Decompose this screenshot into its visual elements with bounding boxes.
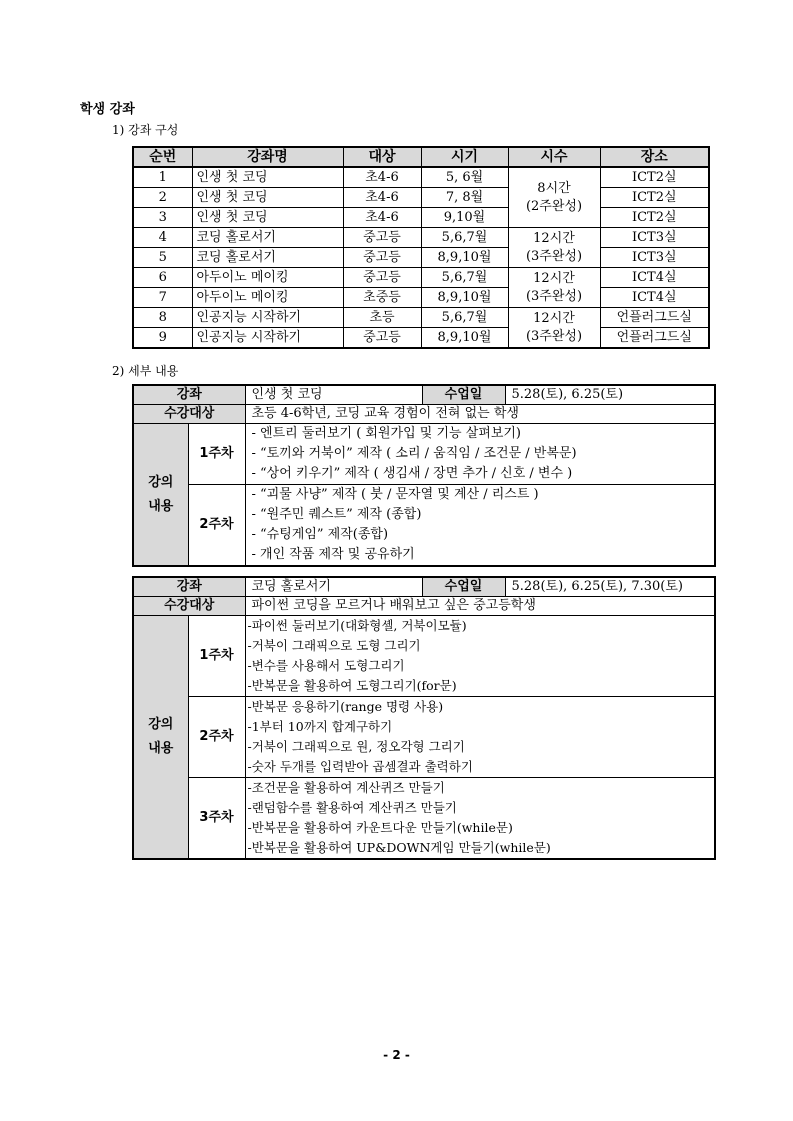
cell-no: 8 bbox=[133, 308, 192, 328]
cell-period: 7, 8월 bbox=[421, 188, 508, 208]
list-item: - “괴물 사냥” 제작 ( 붓 / 문자열 및 계산 / 리스트 ) bbox=[251, 487, 539, 502]
cell-period: 5,6,7월 bbox=[421, 308, 508, 328]
course-date: 5.28(토), 6.25(토), 7.30(토) bbox=[505, 577, 715, 597]
course-summary-table bbox=[132, 146, 710, 349]
list-item: - 개인 작품 제작 및 공유하기 bbox=[251, 547, 415, 562]
cell-name: 인생 첫 코딩 bbox=[192, 188, 343, 208]
cell-place: ICT3실 bbox=[600, 228, 709, 248]
cell-target: 초4-6 bbox=[343, 188, 421, 208]
table-row bbox=[133, 208, 709, 228]
week-content bbox=[245, 697, 715, 778]
cell-name: 인생 첫 코딩 bbox=[192, 167, 343, 188]
table-row bbox=[133, 288, 709, 308]
course-date: 5.28(토), 6.25(토) bbox=[505, 385, 715, 405]
list-item: -반복문을 활용하여 도형그리기(for문) bbox=[247, 678, 457, 693]
section1-title: 1) 강좌 구성 bbox=[112, 123, 179, 137]
cell-period: 5,6,7월 bbox=[421, 228, 508, 248]
cell-place: 언플러그드실 bbox=[600, 308, 709, 328]
cell-name: 아두이노 메이킹 bbox=[192, 288, 343, 308]
target-label: 수강대상 bbox=[133, 405, 245, 424]
week-label: 3주차 bbox=[188, 778, 245, 860]
table-row bbox=[133, 308, 709, 328]
cell-place: 언플러그드실 bbox=[600, 328, 709, 349]
table-row bbox=[133, 188, 709, 208]
cell-place: ICT2실 bbox=[600, 208, 709, 228]
date-label: 수업일 bbox=[422, 385, 505, 405]
cell-no: 2 bbox=[133, 188, 192, 208]
course1-detail-table bbox=[132, 384, 716, 567]
cell-period: 5, 6월 bbox=[421, 167, 508, 188]
cell-target: 초4-6 bbox=[343, 167, 421, 188]
cell-target: 초중등 bbox=[343, 288, 421, 308]
week-content bbox=[245, 424, 715, 485]
week-label: 1주차 bbox=[188, 616, 245, 697]
section2-title: 2) 세부 내용 bbox=[112, 364, 179, 378]
page-number: - 2 - bbox=[383, 1048, 410, 1062]
week-content bbox=[245, 778, 715, 860]
cell-hours: 8시간 (2주완성) bbox=[508, 167, 600, 228]
cell-target: 중고등 bbox=[343, 228, 421, 248]
header-target: 대상 bbox=[343, 147, 421, 167]
table-header-row bbox=[133, 147, 709, 167]
cell-place: ICT4실 bbox=[600, 288, 709, 308]
target-label: 수강대상 bbox=[133, 597, 245, 616]
list-item: -반복문을 활용하여 UP&DOWN게임 만들기(while문) bbox=[247, 840, 551, 855]
list-item: - “상어 키우기” 제작 ( 생김새 / 장면 추가 / 신호 / 변수 ) bbox=[251, 466, 573, 481]
course-target: 초등 4-6학년, 코딩 교육 경험이 전혀 없는 학생 bbox=[245, 405, 715, 424]
cell-period: 9,10월 bbox=[421, 208, 508, 228]
cell-name: 아두이노 메이킹 bbox=[192, 268, 343, 288]
list-item: - “원주민 퀘스트” 제작 (종합) bbox=[251, 507, 422, 522]
course-label: 강좌 bbox=[133, 385, 245, 405]
cell-name: 인공지능 시작하기 bbox=[192, 308, 343, 328]
cell-place: ICT3실 bbox=[600, 248, 709, 268]
cell-place: ICT2실 bbox=[600, 167, 709, 188]
list-item: -반복문 응용하기(range 명령 사용) bbox=[247, 699, 444, 714]
header-place: 장소 bbox=[600, 147, 709, 167]
cell-hours: 12시간 (3주완성) bbox=[508, 268, 600, 308]
table-row bbox=[133, 268, 709, 288]
header-no: 순번 bbox=[133, 147, 192, 167]
course-name: 인생 첫 코딩 bbox=[245, 385, 422, 405]
week-content bbox=[245, 485, 715, 567]
cell-period: 8,9,10월 bbox=[421, 248, 508, 268]
cell-place: ICT4실 bbox=[600, 268, 709, 288]
cell-hours: 12시간 (3주완성) bbox=[508, 308, 600, 349]
cell-no: 1 bbox=[133, 167, 192, 188]
content-label: 강의 내용 bbox=[133, 616, 188, 860]
list-item: - “토끼와 거북이” 제작 ( 소리 / 움직임 / 조건문 / 반복문) bbox=[251, 446, 577, 461]
list-item: - “슈팅게임” 제작(종합) bbox=[251, 527, 389, 542]
cell-name: 코딩 홀로서기 bbox=[192, 228, 343, 248]
week-label: 1주차 bbox=[188, 424, 245, 485]
cell-target: 중고등 bbox=[343, 248, 421, 268]
course-target: 파이썬 코딩을 모르거나 배워보고 싶은 중고등학생 bbox=[245, 597, 715, 616]
cell-no: 4 bbox=[133, 228, 192, 248]
header-hours: 시수 bbox=[508, 147, 600, 167]
list-item: -거북이 그래픽으로 원, 정오각형 그리기 bbox=[247, 739, 465, 754]
header-period: 시기 bbox=[421, 147, 508, 167]
table-row bbox=[133, 328, 709, 349]
list-item: -숫자 두개를 입력받아 곱셈결과 출력하기 bbox=[247, 759, 473, 774]
cell-no: 9 bbox=[133, 328, 192, 349]
cell-target: 중고등 bbox=[343, 328, 421, 349]
section-heading: 학생 강좌 bbox=[80, 102, 135, 117]
cell-name: 인생 첫 코딩 bbox=[192, 208, 343, 228]
cell-place: ICT2실 bbox=[600, 188, 709, 208]
list-item: -조건문을 활용하여 계산퀴즈 만들기 bbox=[247, 780, 445, 795]
table-row bbox=[133, 167, 709, 188]
cell-hours: 12시간 (3주완성) bbox=[508, 228, 600, 268]
cell-period: 8,9,10월 bbox=[421, 328, 508, 349]
list-item: -변수를 사용해서 도형그리기 bbox=[247, 658, 405, 673]
list-item: -파이썬 둘러보기(대화형셸, 거북이모듈) bbox=[247, 618, 467, 633]
table-row bbox=[133, 248, 709, 268]
course2-detail-table bbox=[132, 576, 716, 860]
list-item: -1부터 10까지 합계구하기 bbox=[247, 719, 393, 734]
week-content bbox=[245, 616, 715, 697]
cell-period: 8,9,10월 bbox=[421, 288, 508, 308]
date-label: 수업일 bbox=[422, 577, 505, 597]
week-label: 2주차 bbox=[188, 697, 245, 778]
cell-period: 5,6,7월 bbox=[421, 268, 508, 288]
list-item: -거북이 그래픽으로 도형 그리기 bbox=[247, 638, 421, 653]
cell-no: 5 bbox=[133, 248, 192, 268]
cell-target: 중고등 bbox=[343, 268, 421, 288]
course-label: 강좌 bbox=[133, 577, 245, 597]
week-label: 2주차 bbox=[188, 485, 245, 567]
cell-target: 초등 bbox=[343, 308, 421, 328]
content-label: 강의 내용 bbox=[133, 424, 188, 567]
table-row bbox=[133, 228, 709, 248]
list-item: - 엔트리 둘러보기 ( 회원가입 및 기능 살펴보기) bbox=[251, 426, 522, 441]
header-name: 강좌명 bbox=[192, 147, 343, 167]
cell-name: 코딩 홀로서기 bbox=[192, 248, 343, 268]
list-item: -반복문을 활용하여 카운트다운 만들기(while문) bbox=[247, 820, 513, 835]
cell-name: 인공지능 시작하기 bbox=[192, 328, 343, 349]
cell-no: 7 bbox=[133, 288, 192, 308]
cell-no: 6 bbox=[133, 268, 192, 288]
cell-no: 3 bbox=[133, 208, 192, 228]
course-name: 코딩 홀로서기 bbox=[245, 577, 422, 597]
list-item: -랜덤함수를 활용하여 계산퀴즈 만들기 bbox=[247, 800, 457, 815]
cell-target: 초4-6 bbox=[343, 208, 421, 228]
